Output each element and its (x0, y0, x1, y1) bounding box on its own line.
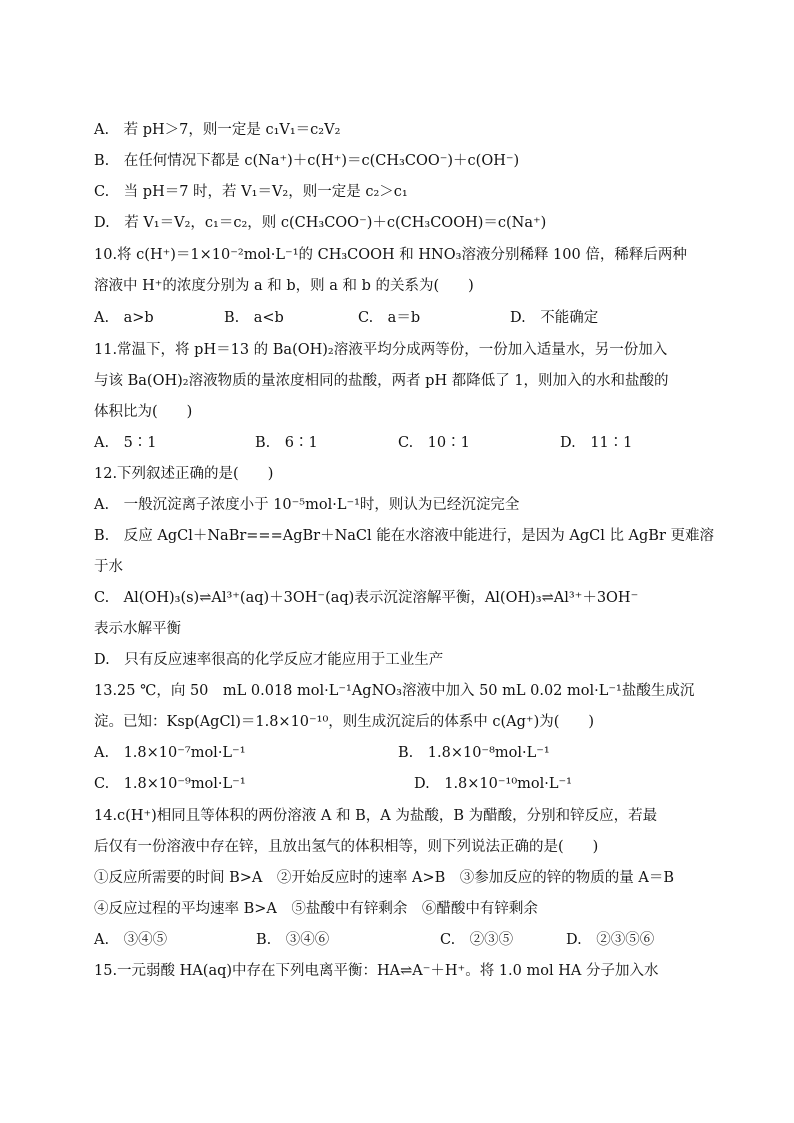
q11-stem-line3: 体积比为( ) (94, 404, 193, 420)
q14-option-d: D. ②③⑤⑥ (566, 932, 655, 948)
q13-option-a: A. 1.8×10⁻⁷mol·L⁻¹ (94, 745, 246, 761)
q11-stem-line2: 与该 Ba(OH)₂溶液物质的量浓度相同的盐酸，两者 pH 都降低了 1，则加入的水和盐酸的 (94, 373, 669, 389)
q14-statements-line2: ④反应过程的平均速率 B>A ⑤盐酸中有锌剩余 ⑥醋酸中有锌剩余 (94, 901, 538, 917)
q12-stem: 12.下列叙述正确的是( ) (94, 466, 274, 482)
q14-stem-line1: 14.c(H⁺)相同且等体积的两份溶液 A 和 B，A 为盐酸，B 为醋酸，分别和锌反应，若最 (94, 808, 658, 824)
q14-option-b: B. ③④⑥ (256, 932, 330, 948)
q12-option-b-line2: 于水 (94, 559, 123, 575)
q15-stem-line1: 15.一元弱酸 HA(aq)中存在下列电离平衡：HA⇌A⁻＋H⁺。将 1.0 mol HA 分子加入水 (94, 963, 659, 979)
q13-option-c: C. 1.8×10⁻⁹mol·L⁻¹ (94, 776, 246, 792)
q13-stem-line2: 淀。已知：Ksp(AgCl)＝1.8×10⁻¹⁰，则生成沉淀后的体系中 c(Ag⁺)为( ) (94, 714, 595, 730)
q11-option-c: C. 10∶1 (398, 435, 470, 451)
q12-option-c-line2: 表示水解平衡 (94, 621, 181, 637)
q10-option-c: C. a＝b (358, 310, 421, 326)
q10-option-b: B. a<b (224, 310, 284, 326)
q10-stem-line1: 10.将 c(H⁺)＝1×10⁻²mol·L⁻¹的 CH₃COOH 和 HNO₃溶液分别稀释 100 倍，稀释后两种 (94, 247, 687, 263)
q10-option-d: D. 不能确定 (510, 310, 599, 326)
q13-option-b: B. 1.8×10⁻⁸mol·L⁻¹ (398, 745, 550, 761)
q14-statements-line1: ①反应所需要的时间 B>A ②开始反应时的速率 A>B ③参加反应的锌的物质的量 A＝B (94, 870, 675, 886)
q12-option-c-line1: C. Al(OH)₃(s)⇌Al³⁺(aq)＋3OH⁻(aq)表示沉淀溶解平衡，Al(OH)₃⇌Al³⁺＋3OH⁻ (94, 590, 639, 606)
q13-stem-line1: 13.25 ℃，向 50 mL 0.018 mol·L⁻¹AgNO₃溶液中加入 50 mL 0.02 mol·L⁻¹盐酸生成沉 (94, 683, 695, 699)
q9-option-b: B. 在任何情况下都是 c(Na⁺)＋c(H⁺)＝c(CH₃COO⁻)＋c(OH⁻) (94, 153, 520, 169)
q14-option-a: A. ③④⑤ (94, 932, 168, 948)
q11-option-d: D. 11∶1 (560, 435, 633, 451)
q10-stem-line2: 溶液中 H⁺的浓度分别为 a 和 b，则 a 和 b 的关系为( ) (94, 278, 474, 294)
q13-option-d: D. 1.8×10⁻¹⁰mol·L⁻¹ (414, 776, 572, 792)
q11-stem-line1: 11.常温下，将 pH＝13 的 Ba(OH)₂溶液平均分成两等份，一份加入适量水，另一份加入 (94, 342, 668, 358)
q12-option-d: D. 只有反应速率很高的化学反应才能应用于工业生产 (94, 652, 444, 668)
q11-option-b: B. 6∶1 (255, 435, 318, 451)
q9-option-c: C. 当 pH＝7 时，若 V₁＝V₂，则一定是 c₂＞c₁ (94, 184, 408, 200)
q9-option-a: A. 若 pH＞7，则一定是 c₁V₁＝c₂V₂ (94, 122, 341, 138)
q11-option-a: A. 5∶1 (94, 435, 157, 451)
q14-stem-line2: 后仅有一份溶液中存在锌，且放出氢气的体积相等，则下列说法正确的是( ) (94, 839, 599, 855)
q12-option-a: A. 一般沉淀离子浓度小于 10⁻⁵mol·L⁻¹时，则认为已经沉淀完全 (94, 497, 520, 513)
q9-option-d: D. 若 V₁＝V₂，c₁＝c₂，则 c(CH₃COO⁻)＋c(CH₃COOH)＝c(Na⁺) (94, 215, 547, 231)
q14-option-c: C. ②③⑤ (440, 932, 514, 948)
q10-option-a: A. a>b (94, 310, 154, 326)
q12-option-b-line1: B. 反应 AgCl＋NaBr===AgBr＋NaCl 能在水溶液中能进行，是因为 AgCl 比 AgBr 更难溶 (94, 528, 715, 544)
